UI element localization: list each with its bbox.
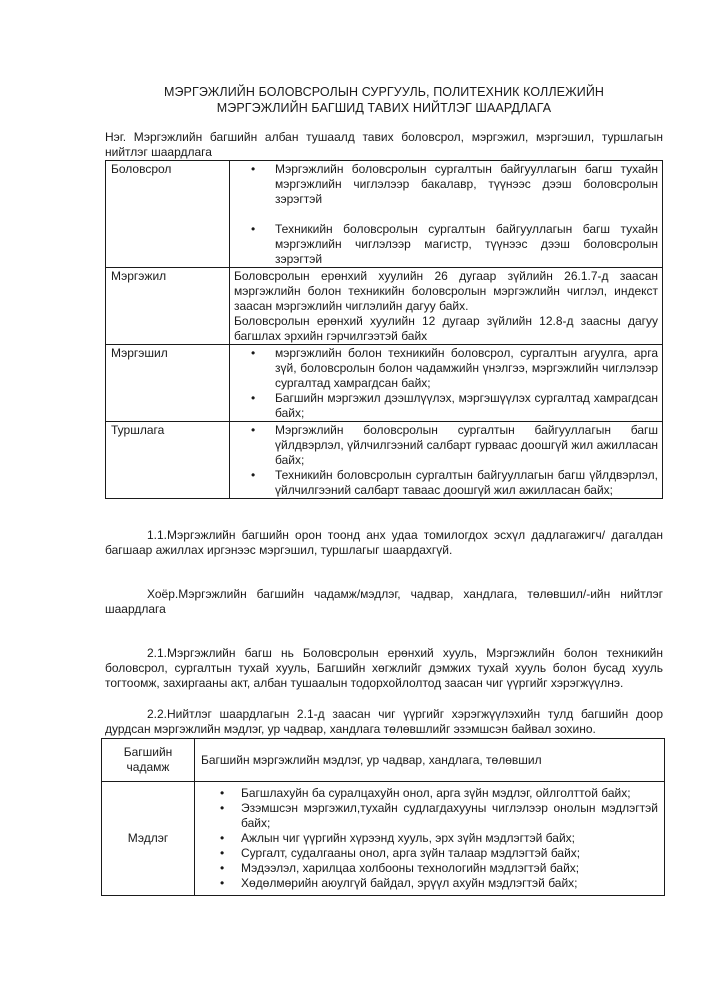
row-content-qualification: [230, 345, 663, 422]
list-item: • Техникийн боловсролын сургалтын байгууллагын багш үйлдвэрлэл, үйлчилгээний салбарт таваас доошгүй жил ажилласан байх;: [275, 468, 658, 498]
list-item: • Багшийн мэргэжил дээшлүүлэх, мэргэшүүлэх сургалтад хамрагдсан байх;: [275, 391, 658, 421]
table-row: [106, 268, 663, 345]
list-item: • Мэргэжлийн боловсролын сургалтын байгууллагын багш үйлдвэрлэл, үйлчилгээний салбарт гурваас доошгүй жил ажилласан байх;: [275, 423, 658, 468]
paragraph-2-1: 2.1.Мэргэжлийн багш нь Боловсролын ерөнхий хууль, Мэргэжлийн болон техникийн боловсрол, сургалтын тухай хууль, Багшийн хөгжлийг дэмжих тухай хууль болон бусад хууль тогтоомж, захиргааны акт, албан тушаалын тодорхойлолтод заасан чиг үүргийг хэрэгжүүлнэ.: [105, 646, 663, 690]
title-line-2: МЭРГЭЖЛИЙН БАГШИД ТАВИХ НИЙТЛЭГ ШААРДЛАГА: [216, 101, 552, 115]
list-item: • Эзэмшсэн мэргэжил,тухайн судлагдахууны чиглэлээр онолын мэдлэгтэй байх;: [241, 801, 658, 831]
profession-text-1: Боловсролын ерөнхий хуулийн 26 дугаар зүйлийн 26.1.7-д заасан мэргэжлийн болон техникийн боловсролын мэргэжлийн чиглэл, индекст заасан мэргэжлийн чиглэлийн дагуу байх.: [234, 269, 658, 313]
competency-table: [101, 738, 665, 896]
title-line-1: МЭРГЭЖЛИЙН БОЛОВСРОЛЫН СУРГУУЛЬ, ПОЛИТЕХНИК КОЛЛЕЖИЙН: [163, 85, 605, 99]
header-competency: Багшийн чадамж: [102, 739, 195, 782]
header-description: Багшийн мэргэжлийн мэдлэг, ур чадвар, хандлага, төлөвшил: [195, 739, 665, 782]
list-item: • Сургалт, судалгааны онол, арга зүйн талаар мэдлэгтэй байх;: [241, 846, 658, 861]
paragraph-2-2: 2.2.Нийтлэг шаардлагын 2.1-д заасан чиг үүргийг хэрэгжүүлэхийн тулд багшийн доор дурдсан мэргэжлийн мэдлэг, ур чадвар, хандлага төлөвшлийг эзэмшсэн байвал зохино.: [105, 707, 663, 736]
row-label-education: Боловсрол: [106, 161, 230, 268]
list-item: • Мэдээлэл, харилцаа холбооны технологийн мэдлэгтэй байх;: [241, 861, 658, 876]
row-content-profession: [230, 268, 663, 345]
row-label-profession: Мэргэжил: [106, 268, 230, 345]
row-label-experience: Туршлага: [106, 422, 230, 499]
row-content-education: [230, 161, 663, 268]
table-row: [106, 161, 663, 268]
row-label-knowledge: Мэдлэг: [102, 782, 195, 896]
requirements-table: [105, 160, 663, 499]
bullet-list: [234, 423, 658, 498]
bullet-list: [201, 786, 658, 891]
list-item: • мэргэжлийн болон техникийн боловсрол, сургалтын агуулга, арга зүй, боловсролын болон чадамжийн үнэлгээ, мэргэжлийн чиглэлээр сургалтад хамрагдсан байх;: [275, 346, 658, 391]
section-2-heading: Хоёр.Мэргэжлийн багшийн чадамж/мэдлэг, чадвар, хандлага, төлөвшил/-ийн нийтлэг шаардлага: [105, 587, 663, 616]
list-item: • Ажлын чиг үүргийн хүрээнд хууль, эрх зүйн мэдлэгтэй байх;: [241, 831, 658, 846]
section-1-heading: Нэг. Мэргэжлийн багшийн албан тушаалд тавих боловсрол, мэргэжил, мэргэшил, туршлагын нийтлэг шаардлага: [105, 130, 663, 159]
bullet-list: [234, 346, 658, 421]
paragraph-1-1: 1.1.Мэргэжлийн багшийн орон тоонд анх удаа томилогдох эсхүл дадлагажигч/ дагалдан багшаар ажиллах иргэнээс мэргэшил, туршлагыг шаардахгүй.: [105, 528, 663, 557]
row-content-knowledge: [195, 782, 665, 896]
list-item: • Багшлахуйн ба суралцахуйн онол, арга зүйн мэдлэг, ойлголттой байх;: [241, 786, 658, 801]
table-row: [102, 782, 665, 896]
profession-text-2: Боловсролын ерөнхий хуулийн 12 дугаар зүйлийн 12.8-д заасны дагуу багшлах эрхийн гэрчилгээтэй байх: [234, 314, 658, 343]
table-row: [106, 422, 663, 499]
document-title: [105, 84, 663, 116]
table-header-row: [102, 739, 665, 782]
list-item: • Техникийн боловсролын сургалтын байгууллагын багш тухайн мэргэжлийн чиглэлээр магистр, түүнээс дээш боловсролын зэрэгтэй: [275, 222, 658, 267]
table-row: [106, 345, 663, 422]
bullet-list: [234, 162, 658, 267]
document-page: [105, 84, 663, 896]
row-label-qualification: Мэргэшил: [106, 345, 230, 422]
list-item: • Мэргэжлийн боловсролын сургалтын байгууллагын багш тухайн мэргэжлийн чиглэлээр бакалавр, түүнээс дээш боловсролын зэрэгтэй: [275, 162, 658, 207]
row-content-experience: [230, 422, 663, 499]
list-item: • Хөдөлмөрийн аюулгүй байдал, эрүүл ахуйн мэдлэгтэй байх;: [241, 876, 658, 891]
